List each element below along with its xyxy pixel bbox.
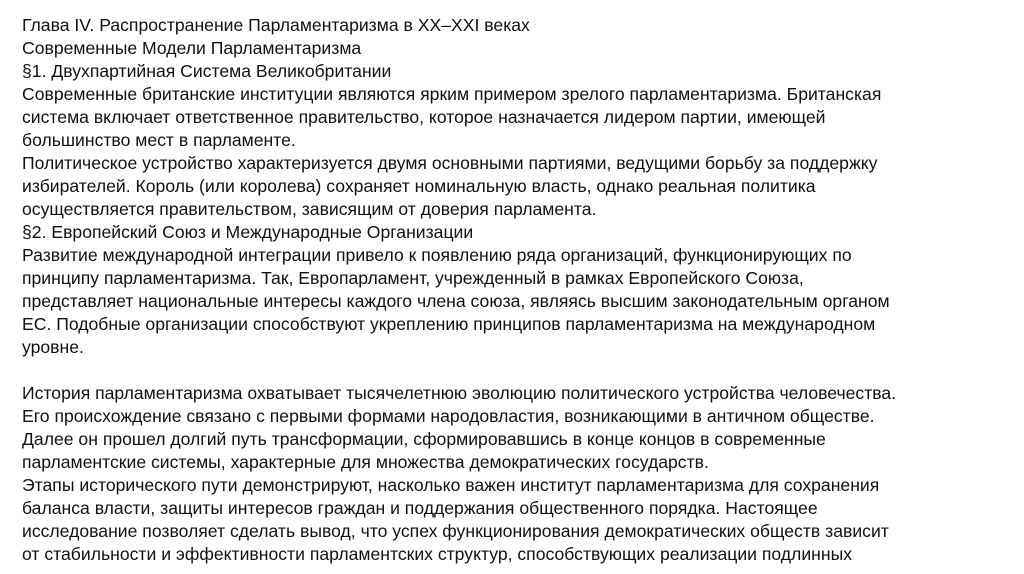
text-line: Политическое устройство характеризуется двумя основными партиями, ведущими борьбу за поддержку	[22, 153, 878, 173]
text-line: ЕС. Подобные организации способствуют укреплению принципов парламентаризма на международном	[22, 314, 876, 334]
conclusion-paragraph-1	[22, 382, 1012, 474]
subsection-2-paragraph-1	[22, 244, 1012, 359]
text-line: от стабильности и эффективности парламентских структур, способствующих реализации подлинных	[22, 544, 853, 564]
subsection-1-heading: §1. Двухпартийная Система Великобритании	[22, 61, 392, 81]
text-line: парламентские системы, характерные для множества демократических государств.	[22, 452, 709, 472]
text-line: Современные британские институции являются ярким примером зрелого парламентаризма. Британская	[22, 84, 882, 104]
document-page	[22, 14, 1012, 566]
subsection-1-paragraph-2	[22, 152, 1012, 221]
text-line: баланса власти, защиты интересов граждан и поддержания общественного порядка. Настоящее	[22, 498, 818, 518]
text-line: исследование позволяет сделать вывод, что успех функционирования демократических обществ зависит	[22, 521, 889, 541]
text-line: большинство мест в парламенте.	[22, 130, 296, 150]
text-line: Его происхождение связано с первыми формами народовластия, возникающими в античном обществе.	[22, 406, 875, 426]
text-line: Далее он прошел долгий путь трансформации, сформировавшись в конце концов в современные	[22, 429, 826, 449]
subsection-2-heading: §2. Европейский Союз и Международные Организации	[22, 222, 474, 242]
blank-line	[22, 359, 1012, 382]
text-line: уровне.	[22, 337, 84, 357]
text-line: принципу парламентаризма. Так, Европарламент, учрежденный в рамках Европейского Союза,	[22, 268, 804, 288]
conclusion-paragraph-2	[22, 474, 1012, 566]
text-line: осуществляется правительством, зависящим от доверия парламента.	[22, 199, 597, 219]
text-line: представляет национальные интересы каждого члена союза, являясь высшим законодательным органом	[22, 291, 890, 311]
text-line: История парламентаризма охватывает тысячелетнюю эволюцию политического устройства человечества.	[22, 383, 897, 403]
text-line: система включает ответственное правительство, которое назначается лидером партии, имеющей	[22, 107, 826, 127]
text-line: Этапы исторического пути демонстрируют, насколько важен институт парламентаризма для сохранения	[22, 475, 880, 495]
section-title: Современные Модели Парламентаризма	[22, 38, 362, 58]
text-line: избирателей. Король (или королева) сохраняет номинальную власть, однако реальная политика	[22, 176, 816, 196]
text-line: Развитие международной интеграции привело к появлению ряда организаций, функционирующих по	[22, 245, 852, 265]
chapter-title: Глава IV. Распространение Парламентаризма в XX–XXI веках	[22, 15, 530, 35]
subsection-1-paragraph-1	[22, 83, 1012, 152]
